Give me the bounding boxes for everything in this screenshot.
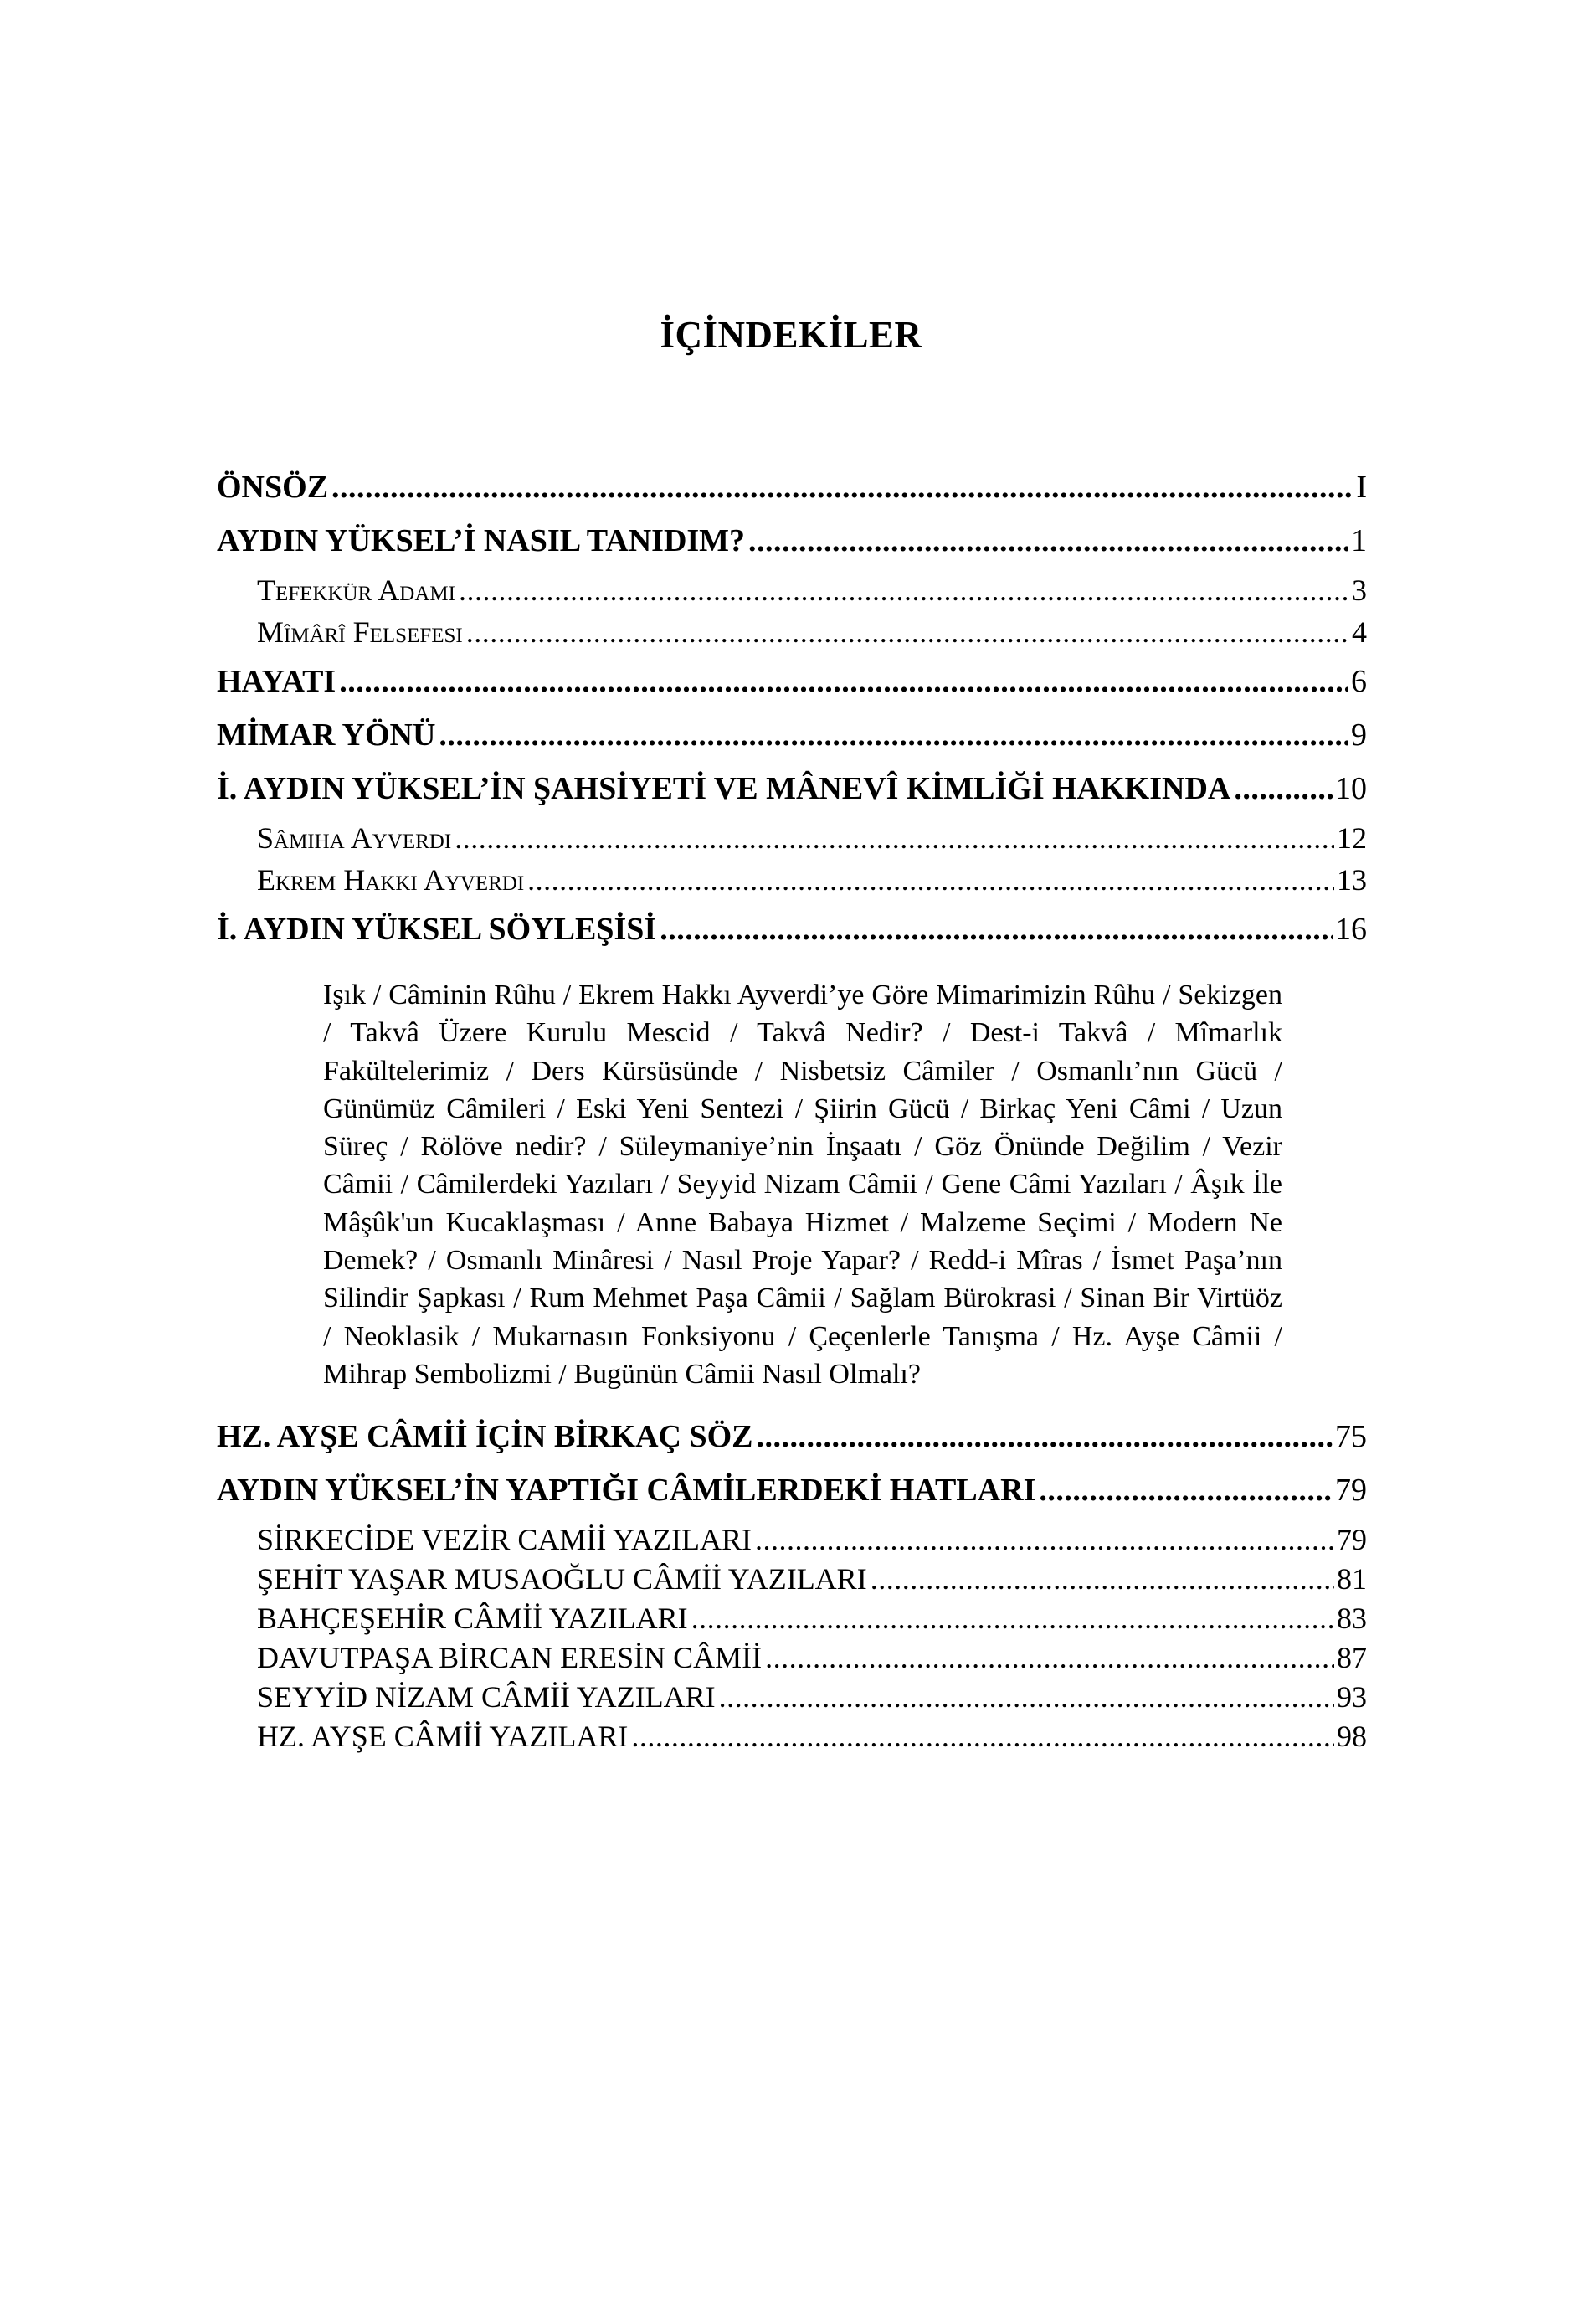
page-title: İÇİNDEKİLER <box>660 314 922 356</box>
toc-entry-page: 87 <box>1337 1641 1367 1675</box>
toc-entry-label: SEYYİD NİZAM CÂMİİ YAZILARI <box>257 1680 716 1715</box>
toc-entry-page: 10 <box>1335 771 1367 806</box>
dot-leader <box>466 614 1349 650</box>
dot-leader <box>439 717 1348 753</box>
toc-entry-label: DAVUTPAŞA BİRCAN ERESİN CÂMİİ <box>257 1641 763 1675</box>
toc-entry-page: 83 <box>1337 1602 1367 1636</box>
dot-leader <box>455 820 1334 856</box>
dot-leader <box>631 1719 1334 1754</box>
toc-entry-label: Mîmârî Felsefesi <box>257 615 463 649</box>
toc-entry-label: Tefekkür Adami <box>257 573 455 607</box>
toc-subentry-vezir-camii[interactable] <box>257 1522 1367 1557</box>
toc-entry-label: ŞEHİT YAŞAR MUSAOĞLU CÂMİİ YAZILARI <box>257 1562 867 1596</box>
dot-leader <box>719 1679 1334 1715</box>
toc-entry-label: İ. AYDIN YÜKSEL SÖYLEŞİSİ <box>217 912 657 947</box>
toc-subentry-tefekkur-adami[interactable] <box>257 573 1367 608</box>
toc-entry-label: AYDIN YÜKSEL’İ NASIL TANIDIM? <box>217 523 746 558</box>
toc-entry-label: İ. AYDIN YÜKSEL’İN ŞAHSİYETİ VE MÂNEVÎ KİMLİĞİ HAKKINDA <box>217 771 1231 806</box>
toc-entry-page: 79 <box>1335 1473 1367 1509</box>
dot-leader <box>748 522 1348 559</box>
dot-leader <box>871 1561 1334 1596</box>
toc-entry-page: 13 <box>1337 863 1367 897</box>
toc-entry-page: 93 <box>1337 1680 1367 1715</box>
dot-leader <box>1234 770 1333 807</box>
toc-entry-page: 4 <box>1352 615 1367 649</box>
toc-entry-onsoz[interactable] <box>217 469 1367 506</box>
toc-entry-page: 16 <box>1335 912 1367 947</box>
toc-entry-page: 12 <box>1337 821 1367 855</box>
toc-entry-label: Ekrem Hakki Ayverdi <box>257 863 525 897</box>
dot-leader <box>757 1418 1333 1455</box>
toc-entry-page: 9 <box>1351 717 1367 753</box>
toc-entry-label: HZ. AYŞE CÂMİİ YAZILARI <box>257 1720 629 1754</box>
dot-leader <box>331 469 1353 506</box>
toc-entry-sahsiyeti[interactable] <box>217 770 1367 807</box>
dot-leader <box>527 862 1334 897</box>
dot-leader <box>691 1601 1334 1636</box>
toc-subentry-davutpasa-camii[interactable] <box>257 1640 1367 1675</box>
toc-entry-label: MİMAR YÖNÜ <box>217 717 436 753</box>
dot-leader <box>459 573 1349 608</box>
toc-entry-label: HAYATI <box>217 664 336 699</box>
toc-entry-label: ÖNSÖZ <box>217 470 329 505</box>
toc-entry-label: BAHÇEŞEHİR CÂMİİ YAZILARI <box>257 1602 688 1636</box>
toc-entry-page: 6 <box>1351 664 1367 699</box>
interview-topics-summary: Işık / Câminin Rûhu / Ekrem Hakkı Ayverdi’ye Göre Mimarimizin Rûhu / Sekizgen / Takvâ Üzere Kurulu Mescid / Takvâ Nedir? / Dest-i Takvâ / Mîmarlık Fakültelerimiz / Ders Kürsüsünde / Nisbetsiz Câmiler / Osmanlı’nın Gücü / Günümüz Câmileri / Eski Yeni Sentezi / Şiirin Gücü / Birkaç Yeni Câmi / Uzun Süreç / Rölöve nedir? / Süleymaniye’nin İnşaatı / Göz Önünde Değilim / Vezir Câmii / Câmilerdeki Yazıları / Seyyid Nizam Câmii / Gene Câmi Yazıları / Âşık İle Mâşûk'un Kucaklaşması / Anne Babaya Hizmet / Malzeme Seçimi / Modern Ne Demek? / Osmanlı Minâresi / Nasıl Proje Yapar? / Redd-i Mîras / İsmet Paşa’nın Silindir Şapkası / Rum Mehmet Paşa Câmii / Sağlam Bürokrasi / Sinan Bir Virtüöz / Neoklasik / Mukarnasın Fonksiyonu / Çeçenlerle Tanışma / Hz. Ayşe Câmii / Mihrap Sembolizmi / Bugünün Câmii Nasıl Olmalı? <box>323 979 1282 1390</box>
toc-entry-page: I <box>1356 470 1367 505</box>
toc-entry-label: AYDIN YÜKSEL’İN YAPTIĞI CÂMİLERDEKİ HATLARI <box>217 1473 1036 1509</box>
dot-leader <box>1039 1472 1333 1509</box>
toc-subentry-ekrem-hakki-ayverdi[interactable] <box>257 862 1367 897</box>
toc-entry-page: 75 <box>1335 1419 1367 1455</box>
toc-entry-page: 81 <box>1337 1562 1367 1596</box>
toc-entry-label: Sâmiha Ayverdi <box>257 821 452 855</box>
toc-entry-soylesisi[interactable] <box>217 911 1367 948</box>
toc-entry-page: 98 <box>1337 1720 1367 1754</box>
toc-entry-page: 1 <box>1351 523 1367 558</box>
dot-leader <box>339 663 1348 700</box>
toc-subentry-mimari-felsefesi[interactable] <box>257 614 1367 650</box>
toc-entry-mimar-yonu[interactable] <box>217 717 1367 753</box>
toc-subentry-hz-ayse-yazilari[interactable] <box>257 1719 1367 1754</box>
toc-subentry-seyyid-nizam-camii[interactable] <box>257 1679 1367 1715</box>
toc-entry-hz-ayse-birkac-soz[interactable] <box>217 1418 1367 1455</box>
dot-leader <box>765 1640 1334 1675</box>
toc-entry-nasil-tanidim[interactable] <box>217 522 1367 559</box>
toc-entry-page: 3 <box>1352 573 1367 607</box>
dot-leader <box>660 911 1333 948</box>
toc-subentry-musaoglu-camii[interactable] <box>257 1561 1367 1596</box>
toc-entry-camilerdeki-hatlari[interactable] <box>217 1472 1367 1509</box>
toc-subentry-samiha-ayverdi[interactable] <box>257 820 1367 856</box>
toc-entry-page: 79 <box>1337 1523 1367 1557</box>
toc-entry-label: SİRKECİDE VEZİR CAMİİ YAZILARI <box>257 1523 752 1557</box>
toc-entry-hayati[interactable] <box>217 663 1367 700</box>
toc-subentry-bahcesehir-camii[interactable] <box>257 1601 1367 1636</box>
dot-leader <box>755 1522 1334 1557</box>
table-of-contents <box>217 469 1367 1754</box>
toc-entry-label: HZ. AYŞE CÂMİİ İÇİN BİRKAÇ SÖZ <box>217 1419 753 1455</box>
